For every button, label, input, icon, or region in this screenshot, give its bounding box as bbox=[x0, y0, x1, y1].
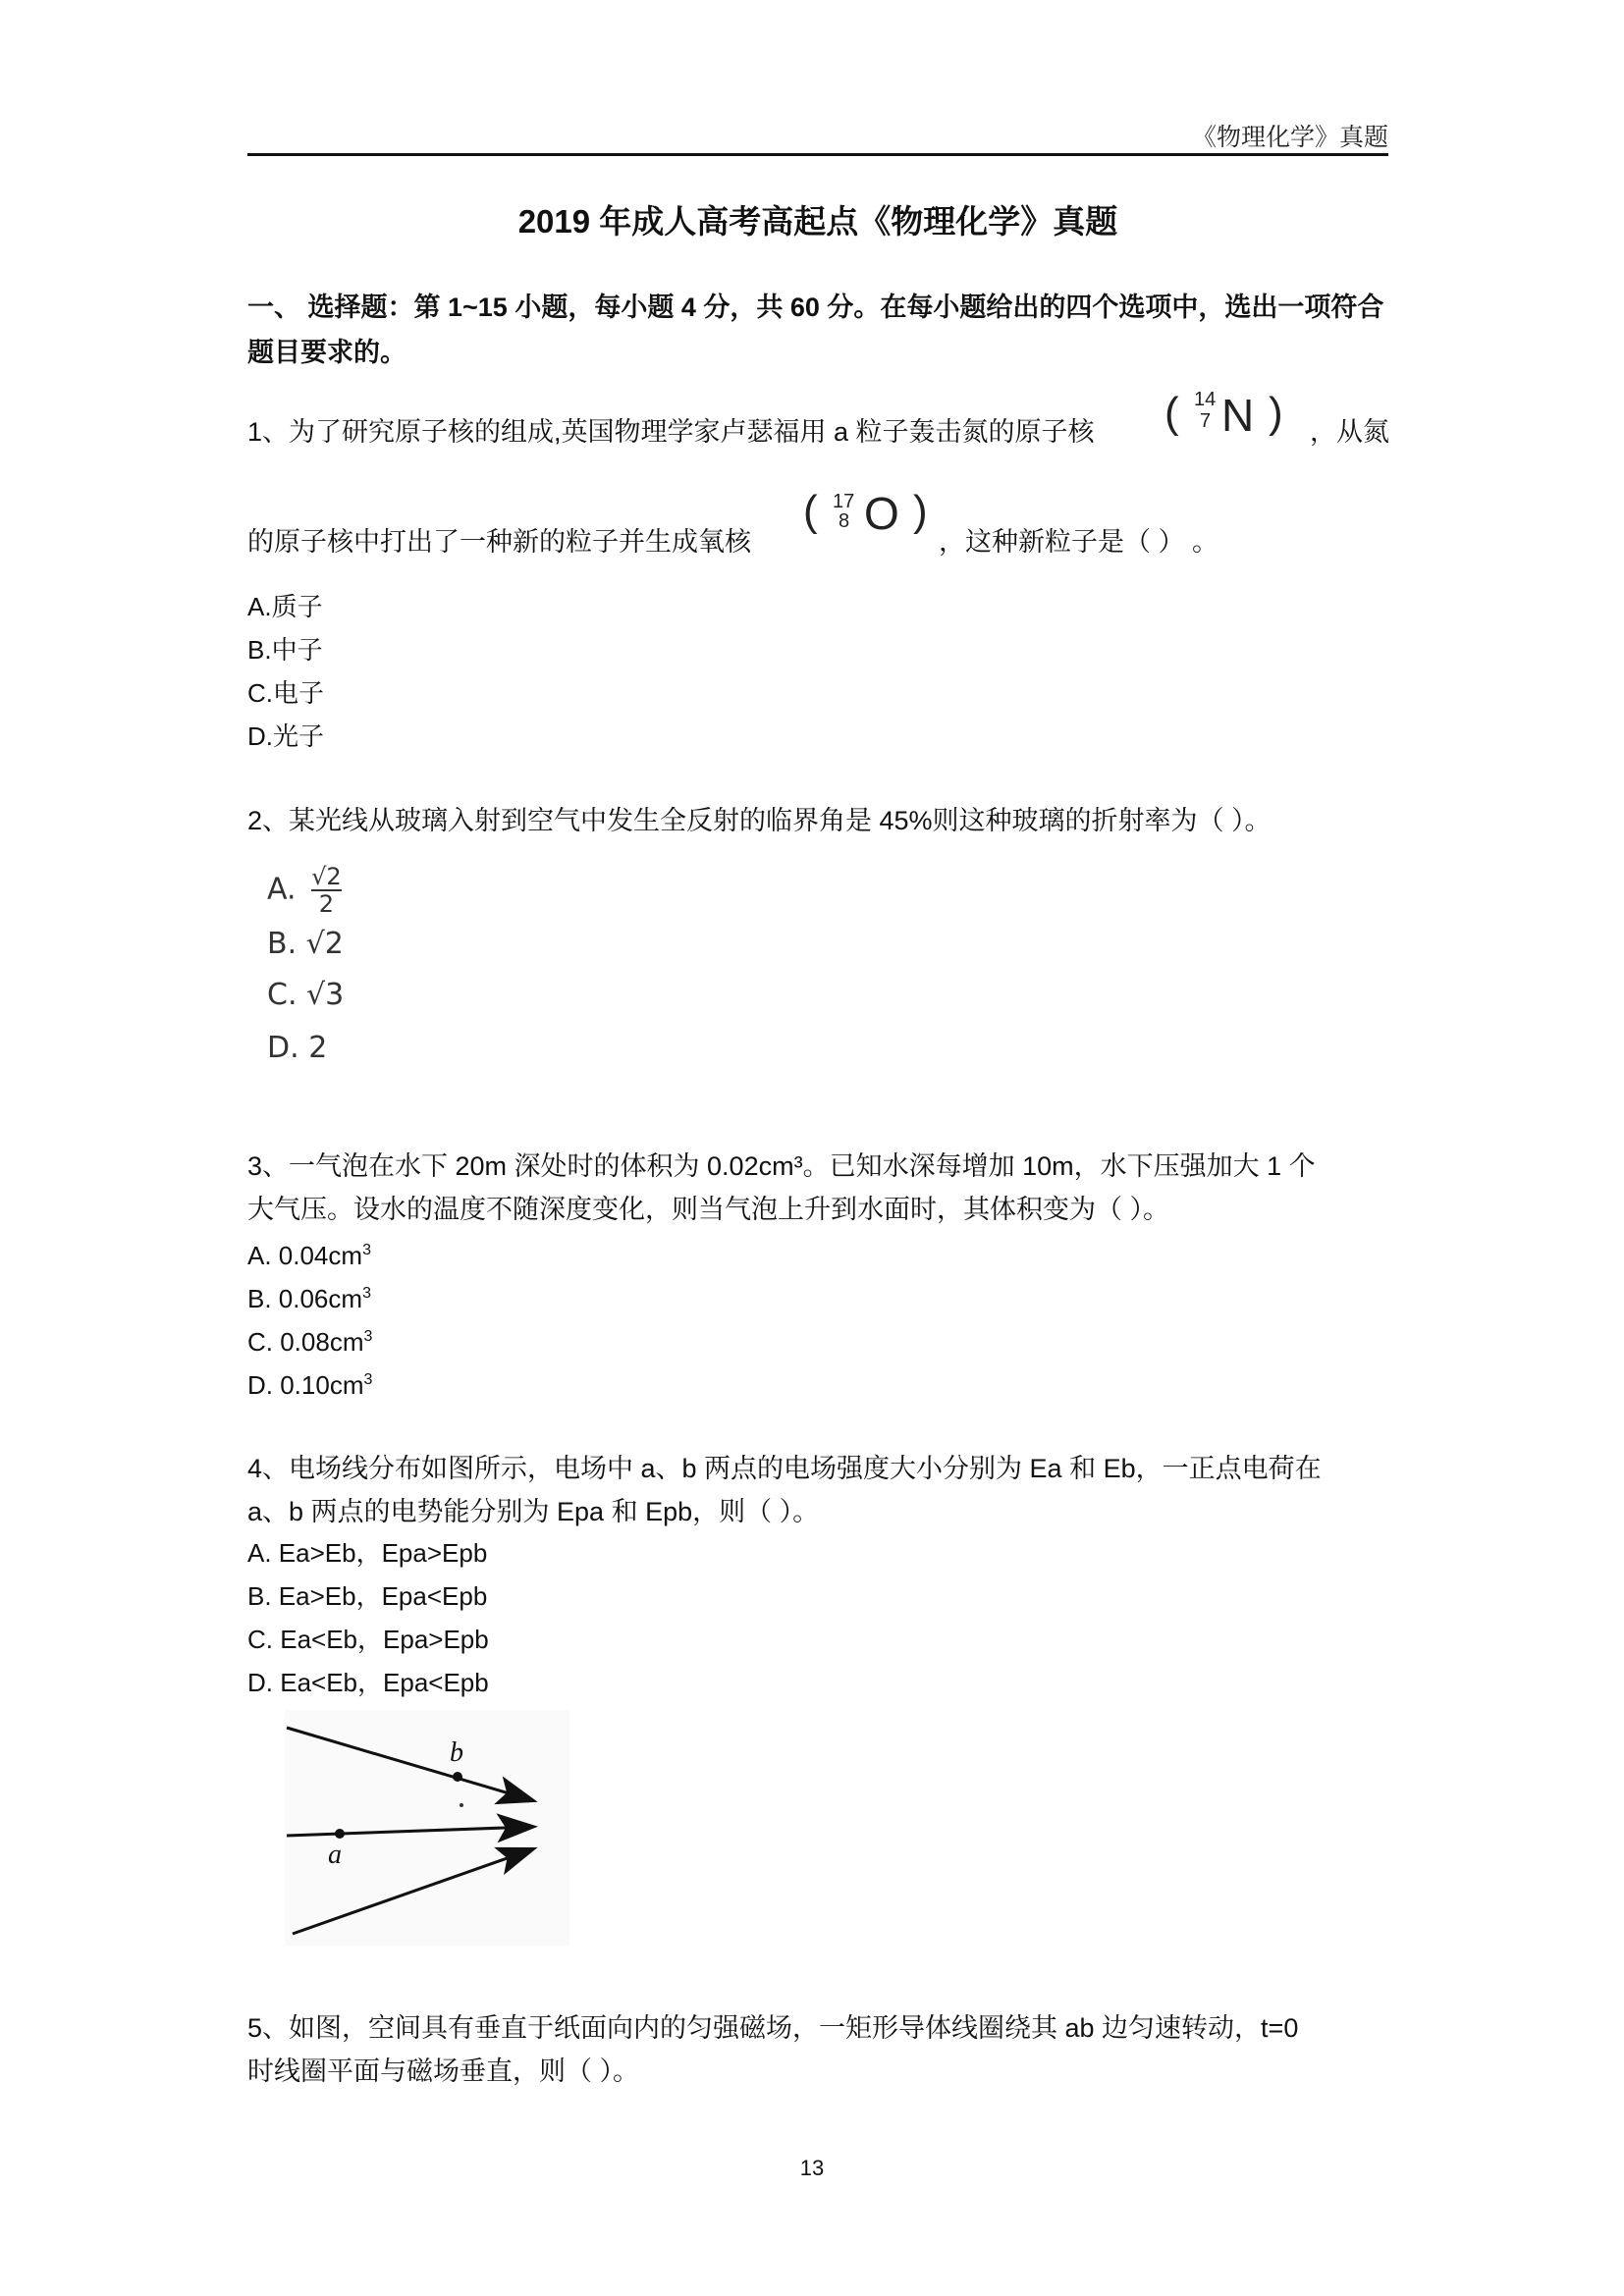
q1-line2: 的原子核中打出了一种新的粒子并生成氧核 bbox=[247, 527, 751, 557]
q4-option-b: B. Ea>Eb，Epa<Epb bbox=[247, 1581, 488, 1611]
point-b-marker bbox=[453, 1772, 462, 1782]
field-lines-diagram bbox=[285, 1710, 569, 1946]
q3-option-c: C. $0.08cm^3$ bbox=[247, 1327, 373, 1357]
section-heading: 一、 选择题：第 1~15 小题，每小题 4 分，共 60 分。在每小题给出的四个选项中，选出一项符合题目要求的。 bbox=[247, 293, 1384, 367]
q4-line2: a、b 两点的电势能分别为 Epa 和 Epb，则（ ）。 bbox=[247, 1497, 820, 1526]
q3-line2: 大气压。设水的温度不随深度变化，则当气泡上升到水面时，其体积变为（ ）。 bbox=[247, 1195, 1169, 1224]
q1-option-c: C.电子 bbox=[247, 678, 325, 708]
q3-option-a: A. $0.04cm^3$ bbox=[247, 1241, 371, 1270]
q5-line2: 时线圈平面与磁场垂直，则（ ）。 bbox=[247, 2056, 640, 2086]
electric-field-lines-figure bbox=[285, 1710, 569, 1946]
q1-option-d: D.光子 bbox=[247, 721, 325, 751]
q4-option-a: A. Ea>Eb，Epa>Epb bbox=[247, 1538, 488, 1568]
q5-line1: 5、如图，空间具有垂直于纸面向内的匀强磁场，一矩形导体线圈绕其 ab 边匀速转动，t=0 bbox=[247, 2013, 1299, 2043]
small-dot bbox=[460, 1803, 463, 1807]
nitrogen-nucleus-symbol: ( 14 7 N ) bbox=[1164, 389, 1283, 441]
q2-option-c: C. √3 bbox=[267, 978, 345, 1012]
q2-option-b: B. √2 bbox=[267, 927, 344, 961]
q4-option-c: C. Ea<Eb，Epa>Epb bbox=[247, 1625, 489, 1654]
field-line-top bbox=[287, 1728, 532, 1800]
document-title: 2019 年成人高考高起点《物理化学》真题 bbox=[517, 203, 1118, 240]
point-b-label: b bbox=[450, 1737, 463, 1768]
q2-stem: 2、某光线从玻璃入射到空气中发生全反射的临界角是 45%则这种玻璃的折射率为（ ）。 bbox=[247, 806, 1272, 835]
q1-option-a: A.质子 bbox=[247, 592, 323, 621]
header-divider bbox=[247, 153, 1388, 156]
q1-line2-tail: ，这种新粒子是（ ） 。 bbox=[939, 527, 1219, 557]
q1-option-b: B.中子 bbox=[247, 635, 323, 665]
q1-line1-tail: ，从氮 bbox=[1310, 417, 1389, 447]
oxygen-nucleus-symbol: ( 17 8 O ) bbox=[803, 487, 928, 539]
q2-option-a: A. $\frac{√2}{2}$ bbox=[267, 863, 342, 918]
q4-option-d: D. Ea<Eb，Epa<Epb bbox=[247, 1668, 489, 1697]
page-number: 13 bbox=[799, 2156, 825, 2180]
q3-option-d: D. $0.10cm^3$ bbox=[247, 1370, 373, 1400]
point-a-label: a bbox=[328, 1840, 342, 1870]
q3-option-b: B. $0.06cm^3$ bbox=[247, 1284, 371, 1313]
field-line-middle bbox=[287, 1827, 532, 1836]
q2-option-d: D. 2 bbox=[267, 1031, 328, 1065]
running-header: 《物理化学》真题 bbox=[1191, 125, 1388, 151]
q3-line1: 3、一气泡在水下 20m 深处时的体积为 0.02cm³。已知水深每增加 10m，水下压强加大 1 个 bbox=[247, 1151, 1316, 1181]
q4-line1: 4、电场线分布如图所示，电场中 a、b 两点的电场强度大小分别为 Ea 和 Eb，一正点电荷在 bbox=[247, 1454, 1322, 1483]
q1-line1: 1、为了研究原子核的组成,英国物理学家卢瑟福用 a 粒子轰击氮的原子核 bbox=[247, 417, 1095, 447]
q2-options-image bbox=[263, 864, 381, 1080]
point-a-marker bbox=[335, 1829, 345, 1839]
